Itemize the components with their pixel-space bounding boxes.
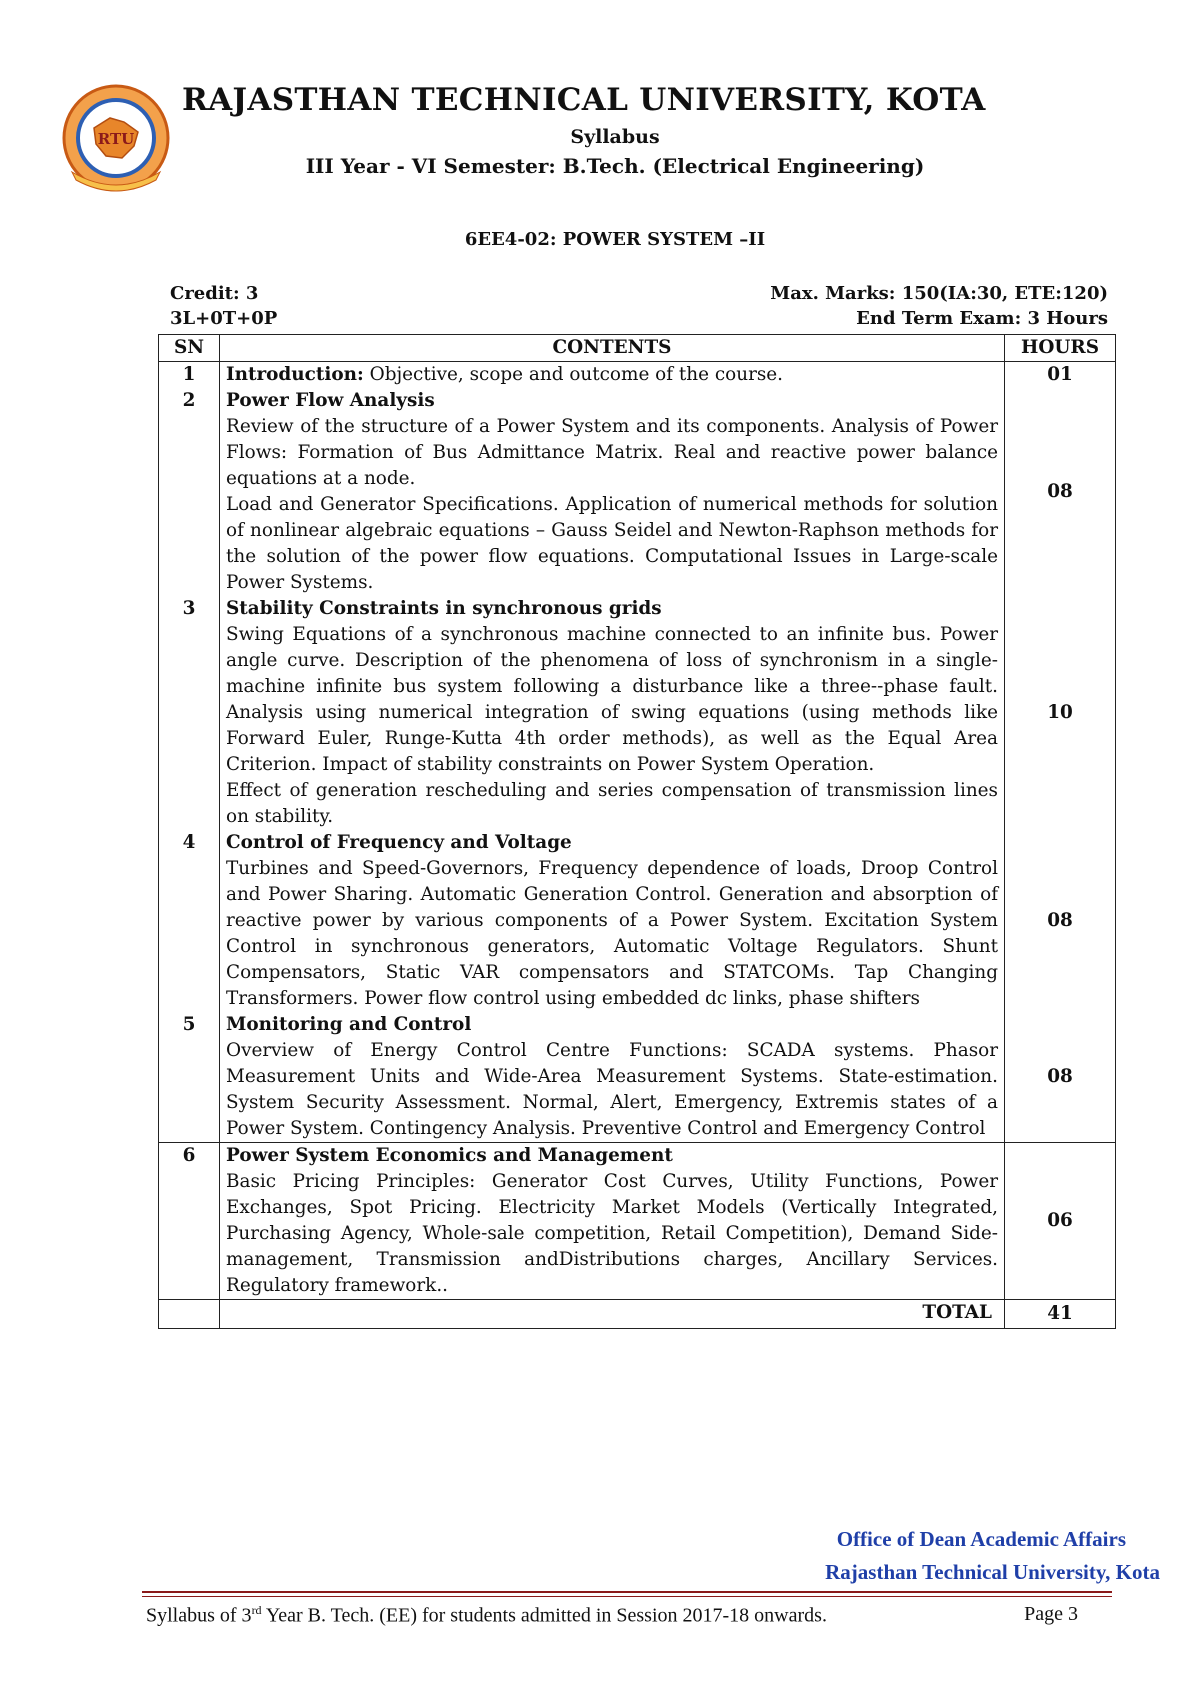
footer-text bbox=[146, 1603, 827, 1628]
row-sn: 4 bbox=[159, 830, 220, 1012]
row-sn: 3 bbox=[159, 596, 220, 830]
table-row bbox=[159, 1012, 1116, 1143]
row-content bbox=[220, 1143, 1005, 1300]
row-hours: 08 bbox=[1005, 830, 1116, 1012]
logo-text: RTU bbox=[97, 130, 135, 148]
row-title: Stability Constraints in synchronous grids bbox=[226, 598, 662, 619]
total-row bbox=[159, 1300, 1116, 1329]
row-content bbox=[220, 362, 1005, 389]
program-title: III Year - VI Semester: B.Tech. (Electrical Engineering) bbox=[305, 154, 925, 178]
row-hours: 01 bbox=[1005, 362, 1116, 389]
header-contents: CONTENTS bbox=[220, 335, 1005, 362]
footer-rule-thin bbox=[142, 1596, 1112, 1597]
table-row bbox=[159, 596, 1116, 830]
row-sn: 6 bbox=[159, 1143, 220, 1300]
table-row bbox=[159, 1143, 1116, 1300]
university-name: RAJASTHAN TECHNICAL UNIVERSITY, KOTA bbox=[182, 82, 986, 118]
doc-type: Syllabus bbox=[570, 126, 660, 148]
table-row bbox=[159, 362, 1116, 389]
table-header-row bbox=[159, 335, 1116, 362]
row-sn: 2 bbox=[159, 388, 220, 596]
footer-text-prefix: Syllabus of 3 bbox=[146, 1604, 252, 1627]
row-sn: 5 bbox=[159, 1012, 220, 1143]
row-title: Introduction: bbox=[226, 364, 364, 385]
footer-text-suffix: Year B. Tech. (EE) for students admitted in Session 2017-18 onwards. bbox=[261, 1604, 827, 1627]
row-hours: 10 bbox=[1005, 596, 1116, 830]
total-empty-cell bbox=[159, 1300, 220, 1329]
row-content bbox=[220, 596, 1005, 830]
row-title: Monitoring and Control bbox=[226, 1014, 472, 1035]
table-row bbox=[159, 830, 1116, 1012]
footer-text-sup: rd bbox=[251, 1603, 262, 1617]
table-row bbox=[159, 388, 1116, 596]
row-text-2: Load and Generator Specifications. Application of numerical methods for solution of nonlinear algebraic equations – Gauss Seidel and Newton-Raphson methods for the solution of the power flow equations. Computational Issues in Large-scale Power Systems. bbox=[226, 494, 998, 593]
row-text: Swing Equations of a synchronous machine connected to an infinite bus. Power angle curve. Description of the phenomena of loss of synchronism in a single-machine infinite bus system following a disturbance like a three--phase fault. Analysis using numerical integration of swing equations (using methods like Forward Euler, Runge-Kutta 4th order methods), as well as the Equal Area Criterion. Impact of stability constraints on Power System Operation. bbox=[226, 624, 998, 775]
row-text: Review of the structure of a Power System and its components. Analysis of Power Flows: Formation of Bus Admittance Matrix. Real and reactive power balance equations at a node. bbox=[226, 416, 998, 489]
row-hours: 08 bbox=[1005, 388, 1116, 596]
row-hours: 06 bbox=[1005, 1143, 1116, 1300]
total-label: TOTAL bbox=[220, 1300, 1005, 1329]
row-sn: 1 bbox=[159, 362, 220, 389]
row-title: Power System Economics and Management bbox=[226, 1145, 673, 1166]
exam-duration: End Term Exam: 3 Hours bbox=[856, 308, 1108, 329]
row-content bbox=[220, 1012, 1005, 1143]
row-text: Turbines and Speed-Governors, Frequency dependence of loads, Droop Control and Power Sharing. Automatic Generation Control. Generation and absorption of reactive power by various components of a Power System. Excitation System Control in synchronous generators, Automatic Voltage Regulators. Shunt Compensators, Static VAR compensators and STATCOMs. Tap Changing Transformers. Power flow control using embedded dc links, phase shifters bbox=[226, 858, 998, 1009]
credit: Credit: 3 bbox=[170, 283, 259, 304]
stamp-line-1: Office of Dean Academic Affairs bbox=[836, 1527, 1126, 1551]
ltp: 3L+0T+0P bbox=[170, 308, 278, 329]
dean-stamp bbox=[825, 1523, 1160, 1589]
course-title: 6EE4-02: POWER SYSTEM –II bbox=[464, 229, 766, 250]
row-content bbox=[220, 388, 1005, 596]
row-content bbox=[220, 830, 1005, 1012]
page-number: Page 3 bbox=[1024, 1603, 1078, 1625]
stamp-line-2: Rajasthan Technical University, Kota bbox=[825, 1560, 1160, 1584]
syllabus-table bbox=[158, 334, 1116, 1329]
total-hours: 41 bbox=[1005, 1300, 1116, 1329]
row-title: Control of Frequency and Voltage bbox=[226, 832, 572, 853]
row-text: Overview of Energy Control Centre Functions: SCADA systems. Phasor Measurement Units and Wide-Area Measurement Systems. State-estimation. System Security Assessment. Normal, Alert, Emergency, Extremis states of a Power System. Contingency Analysis. Preventive Control and Emergency Control bbox=[226, 1040, 998, 1139]
row-text-2: Effect of generation rescheduling and series compensation of transmission lines on stability. bbox=[226, 780, 998, 827]
row-hours: 08 bbox=[1005, 1012, 1116, 1143]
max-marks: Max. Marks: 150(IA:30, ETE:120) bbox=[770, 283, 1108, 304]
row-text: Objective, scope and outcome of the course. bbox=[363, 364, 784, 385]
page-header bbox=[0, 68, 1200, 188]
footer-rule bbox=[142, 1591, 1112, 1593]
header-sn: SN bbox=[159, 335, 220, 362]
row-text: Basic Pricing Principles: Generator Cost Curves, Utility Functions, Power Exchanges, Spot Pricing. Electricity Market Models (Vertically Integrated, Purchasing Agency, Whole-sale competition, Retail Competition), Demand Side-management, Transmission andDistributions charges, Ancillary Services. Regulatory framework.. bbox=[226, 1171, 998, 1296]
row-title: Power Flow Analysis bbox=[226, 390, 435, 411]
header-hours: HOURS bbox=[1005, 335, 1116, 362]
